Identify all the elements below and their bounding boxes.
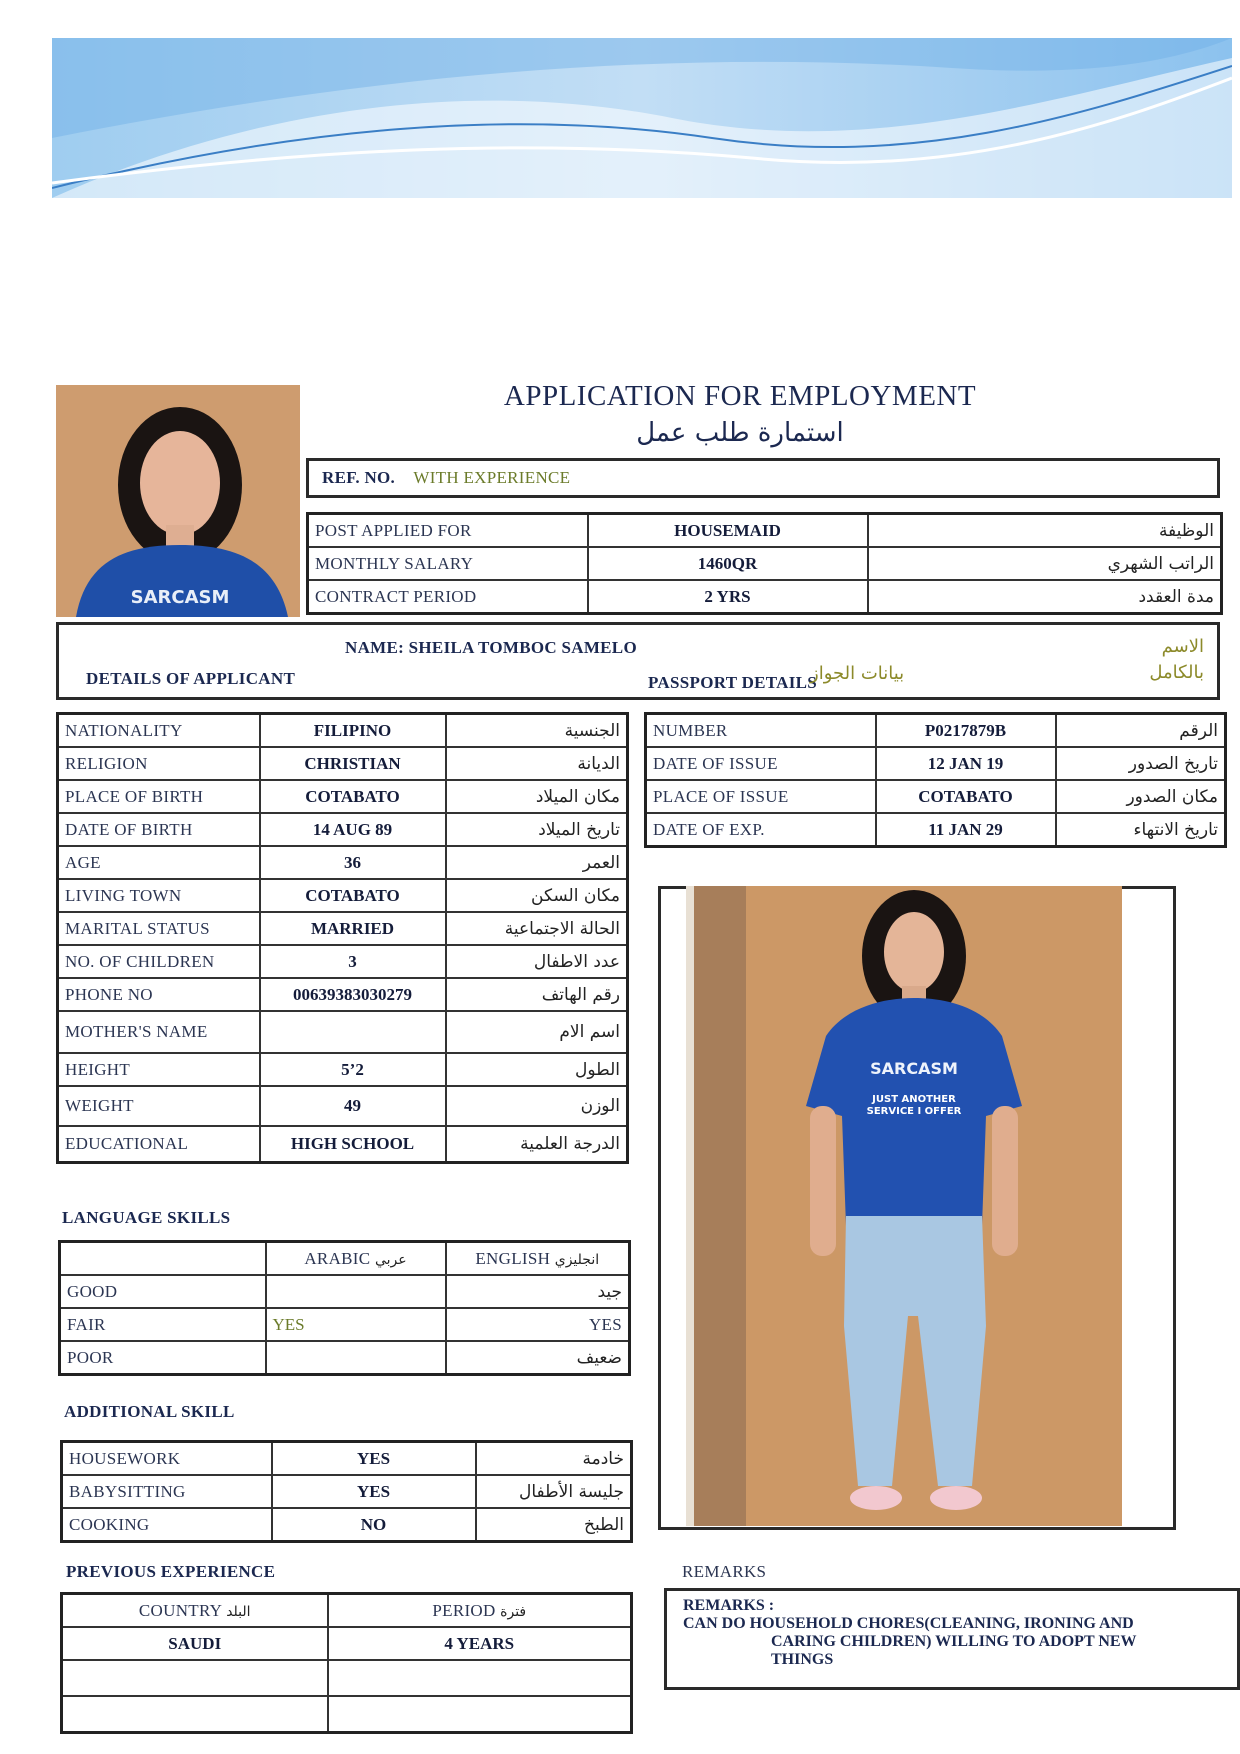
detail-label: WEIGHT (58, 1086, 260, 1126)
details-of-applicant-heading: DETAILS OF APPLICANT (86, 669, 296, 688)
table-row (646, 780, 1226, 813)
table-row (308, 514, 1222, 548)
english-level-value: YES (446, 1308, 630, 1341)
skill-label-arabic: الطبخ (476, 1508, 632, 1542)
job-label-arabic: مدة العقدد (868, 580, 1222, 614)
arabic-level-value: YES (266, 1308, 446, 1341)
detail-value: 14 AUG 89 (260, 813, 446, 846)
detail-label: MOTHER'S NAME (58, 1011, 260, 1053)
experience-period: 4 YEARS (328, 1627, 632, 1660)
remarks-label: REMARKS (682, 1562, 767, 1581)
detail-value: MARRIED (260, 912, 446, 945)
job-table (306, 512, 1223, 615)
detail-label: HEIGHT (58, 1053, 260, 1086)
table-row (60, 1275, 630, 1308)
detail-label: NATIONALITY (58, 714, 260, 748)
skill-value: YES (272, 1475, 476, 1508)
passport-table (644, 712, 1227, 848)
job-label: CONTRACT PERIOD (308, 580, 588, 614)
applicant-name: NAME: SHEILA TOMBOC SAMELO (345, 638, 637, 657)
detail-label-arabic: الطول (446, 1053, 628, 1086)
detail-value: 49 (260, 1086, 446, 1126)
passport-details-arabic: بيانات الجواز (810, 663, 905, 684)
passport-label: DATE OF ISSUE (646, 747, 876, 780)
empty-cell (328, 1660, 632, 1696)
table-row (646, 714, 1226, 748)
table-row (58, 978, 628, 1011)
previous-experience-table (60, 1592, 633, 1734)
skill-value: NO (272, 1508, 476, 1542)
applicant-photo-full (686, 886, 1122, 1526)
passport-label-arabic: تاريخ الانتهاء (1056, 813, 1226, 847)
detail-label: AGE (58, 846, 260, 879)
detail-value: FILIPINO (260, 714, 446, 748)
arabic-level-value (266, 1341, 446, 1375)
passport-value: COTABATO (876, 780, 1056, 813)
language-level: POOR (60, 1341, 266, 1375)
detail-label-arabic: مكان السكن (446, 879, 628, 912)
language-level: GOOD (60, 1275, 266, 1308)
page-title: APPLICATION FOR EMPLOYMENT (503, 380, 977, 412)
detail-label-arabic: الوزن (446, 1086, 628, 1126)
detail-label-arabic: العمر (446, 846, 628, 879)
experience-col-country: COUNTRY البلد (62, 1594, 328, 1628)
detail-label: DATE OF BIRTH (58, 813, 260, 846)
detail-value: HIGH SCHOOL (260, 1126, 446, 1163)
table-row (58, 813, 628, 846)
language-header-empty (60, 1242, 266, 1276)
table-row (62, 1696, 632, 1733)
skill-value: YES (272, 1442, 476, 1476)
language-level-arabic: جيد (446, 1275, 630, 1308)
passport-value: P0217879B (876, 714, 1056, 748)
table-row (58, 912, 628, 945)
applicant-details-table (56, 712, 629, 1164)
detail-label-arabic: الديانة (446, 747, 628, 780)
header-wave-banner (52, 38, 1232, 198)
detail-value: 36 (260, 846, 446, 879)
empty-cell (62, 1696, 328, 1733)
table-row (58, 1126, 628, 1163)
table-row (308, 580, 1222, 614)
job-value: HOUSEMAID (588, 514, 868, 548)
applicant-photo-small (56, 385, 300, 617)
table-row (60, 1341, 630, 1375)
table-row (58, 1011, 628, 1053)
remarks-box (664, 1588, 1240, 1690)
table-row (58, 1053, 628, 1086)
passport-value: 12 JAN 19 (876, 747, 1056, 780)
passport-label: DATE OF EXP. (646, 813, 876, 847)
ref-no-value: WITH EXPERIENCE (413, 468, 571, 487)
remarks-heading: REMARKS : (683, 1597, 775, 1614)
skill-label-arabic: جليسة الأطفال (476, 1475, 632, 1508)
table-row (62, 1508, 632, 1542)
name-arabic-2: بالكامل (1149, 662, 1204, 683)
language-level-arabic: ضعيف (446, 1341, 630, 1375)
detail-label-arabic: رقم الهاتف (446, 978, 628, 1011)
language-skills-heading: LANGUAGE SKILLS (62, 1208, 231, 1227)
detail-label: RELIGION (58, 747, 260, 780)
table-row (62, 1627, 632, 1660)
skill-label-arabic: خادمة (476, 1442, 632, 1476)
passport-label: NUMBER (646, 714, 876, 748)
job-label-arabic: الوظيفة (868, 514, 1222, 548)
skill-label: BABYSITTING (62, 1475, 272, 1508)
detail-label: PHONE NO (58, 978, 260, 1011)
table-row (60, 1242, 630, 1276)
table-row (58, 945, 628, 978)
job-label-arabic: الراتب الشهري (868, 547, 1222, 580)
detail-label: MARITAL STATUS (58, 912, 260, 945)
shirt-print-line-1: SARCASM (870, 1059, 958, 1078)
table-row (58, 780, 628, 813)
job-label: MONTHLY SALARY (308, 547, 588, 580)
passport-value: 11 JAN 29 (876, 813, 1056, 847)
detail-value: 3 (260, 945, 446, 978)
table-row (62, 1594, 632, 1628)
name-arabic-1: الاسم (1161, 636, 1204, 657)
remarks-line-1: CAN DO HOUSEHOLD CHORES(CLEANING, IRONING AND (683, 1615, 1134, 1632)
detail-value: COTABATO (260, 780, 446, 813)
ref-no-label: REF. NO. (322, 468, 396, 487)
passport-label-arabic: تاريخ الصدور (1056, 747, 1226, 780)
table-row (60, 1308, 630, 1341)
skill-label: HOUSEWORK (62, 1442, 272, 1476)
detail-label-arabic: تاريخ الميلاد (446, 813, 628, 846)
language-level: FAIR (60, 1308, 266, 1341)
empty-cell (328, 1696, 632, 1733)
detail-value: COTABATO (260, 879, 446, 912)
passport-details-heading: PASSPORT DETAILS (648, 673, 818, 692)
remarks-line-2: CARING CHILDREN) WILLING TO ADOPT NEW (771, 1633, 1137, 1650)
table-row (308, 547, 1222, 580)
experience-country: SAUDI (62, 1627, 328, 1660)
detail-label: PLACE OF BIRTH (58, 780, 260, 813)
detail-label: LIVING TOWN (58, 879, 260, 912)
shirt-print-line-2: JUST ANOTHER (872, 1094, 956, 1105)
empty-cell (62, 1660, 328, 1696)
detail-label-arabic: اسم الام (446, 1011, 628, 1053)
table-row (58, 879, 628, 912)
previous-experience-heading: PREVIOUS EXPERIENCE (66, 1562, 276, 1581)
detail-label-arabic: عدد الاطفال (446, 945, 628, 978)
detail-label-arabic: الحالة الاجتماعية (446, 912, 628, 945)
table-row (58, 846, 628, 879)
language-skills-table (58, 1240, 631, 1376)
additional-skill-heading: ADDITIONAL SKILL (64, 1402, 235, 1421)
page-title-arabic: استمارة طلب عمل (636, 418, 844, 448)
passport-label-arabic: الرقم (1056, 714, 1226, 748)
detail-value: 5’2 (260, 1053, 446, 1086)
remarks-line-3: THINGS (771, 1651, 834, 1668)
passport-label-arabic: مكان الصدور (1056, 780, 1226, 813)
shirt-print-small: SARCASM (130, 587, 230, 608)
detail-label-arabic: مكان الميلاد (446, 780, 628, 813)
detail-value (260, 1011, 446, 1053)
table-row (646, 813, 1226, 847)
detail-label-arabic: الجنسية (446, 714, 628, 748)
passport-label: PLACE OF ISSUE (646, 780, 876, 813)
table-row (646, 747, 1226, 780)
job-value: 2 YRS (588, 580, 868, 614)
table-row (62, 1660, 632, 1696)
table-row (58, 747, 628, 780)
arabic-level-value (266, 1275, 446, 1308)
table-row (62, 1475, 632, 1508)
language-col-english: ENGLISH انجليزي (446, 1242, 630, 1276)
table-row (58, 1086, 628, 1126)
table-row (58, 714, 628, 748)
table-row (62, 1442, 632, 1476)
experience-col-period: PERIOD فترة (328, 1594, 632, 1628)
skill-label: COOKING (62, 1508, 272, 1542)
detail-value: CHRISTIAN (260, 747, 446, 780)
additional-skill-table (60, 1440, 633, 1543)
detail-label: EDUCATIONAL (58, 1126, 260, 1163)
job-label: POST APPLIED FOR (308, 514, 588, 548)
job-value: 1460QR (588, 547, 868, 580)
shirt-print-line-3: SERVICE I OFFER (866, 1106, 962, 1117)
detail-label-arabic: الدرجة العلمية (446, 1126, 628, 1163)
detail-label: NO. OF CHILDREN (58, 945, 260, 978)
language-col-arabic: ARABIC عربي (266, 1242, 446, 1276)
detail-value: 00639383030279 (260, 978, 446, 1011)
